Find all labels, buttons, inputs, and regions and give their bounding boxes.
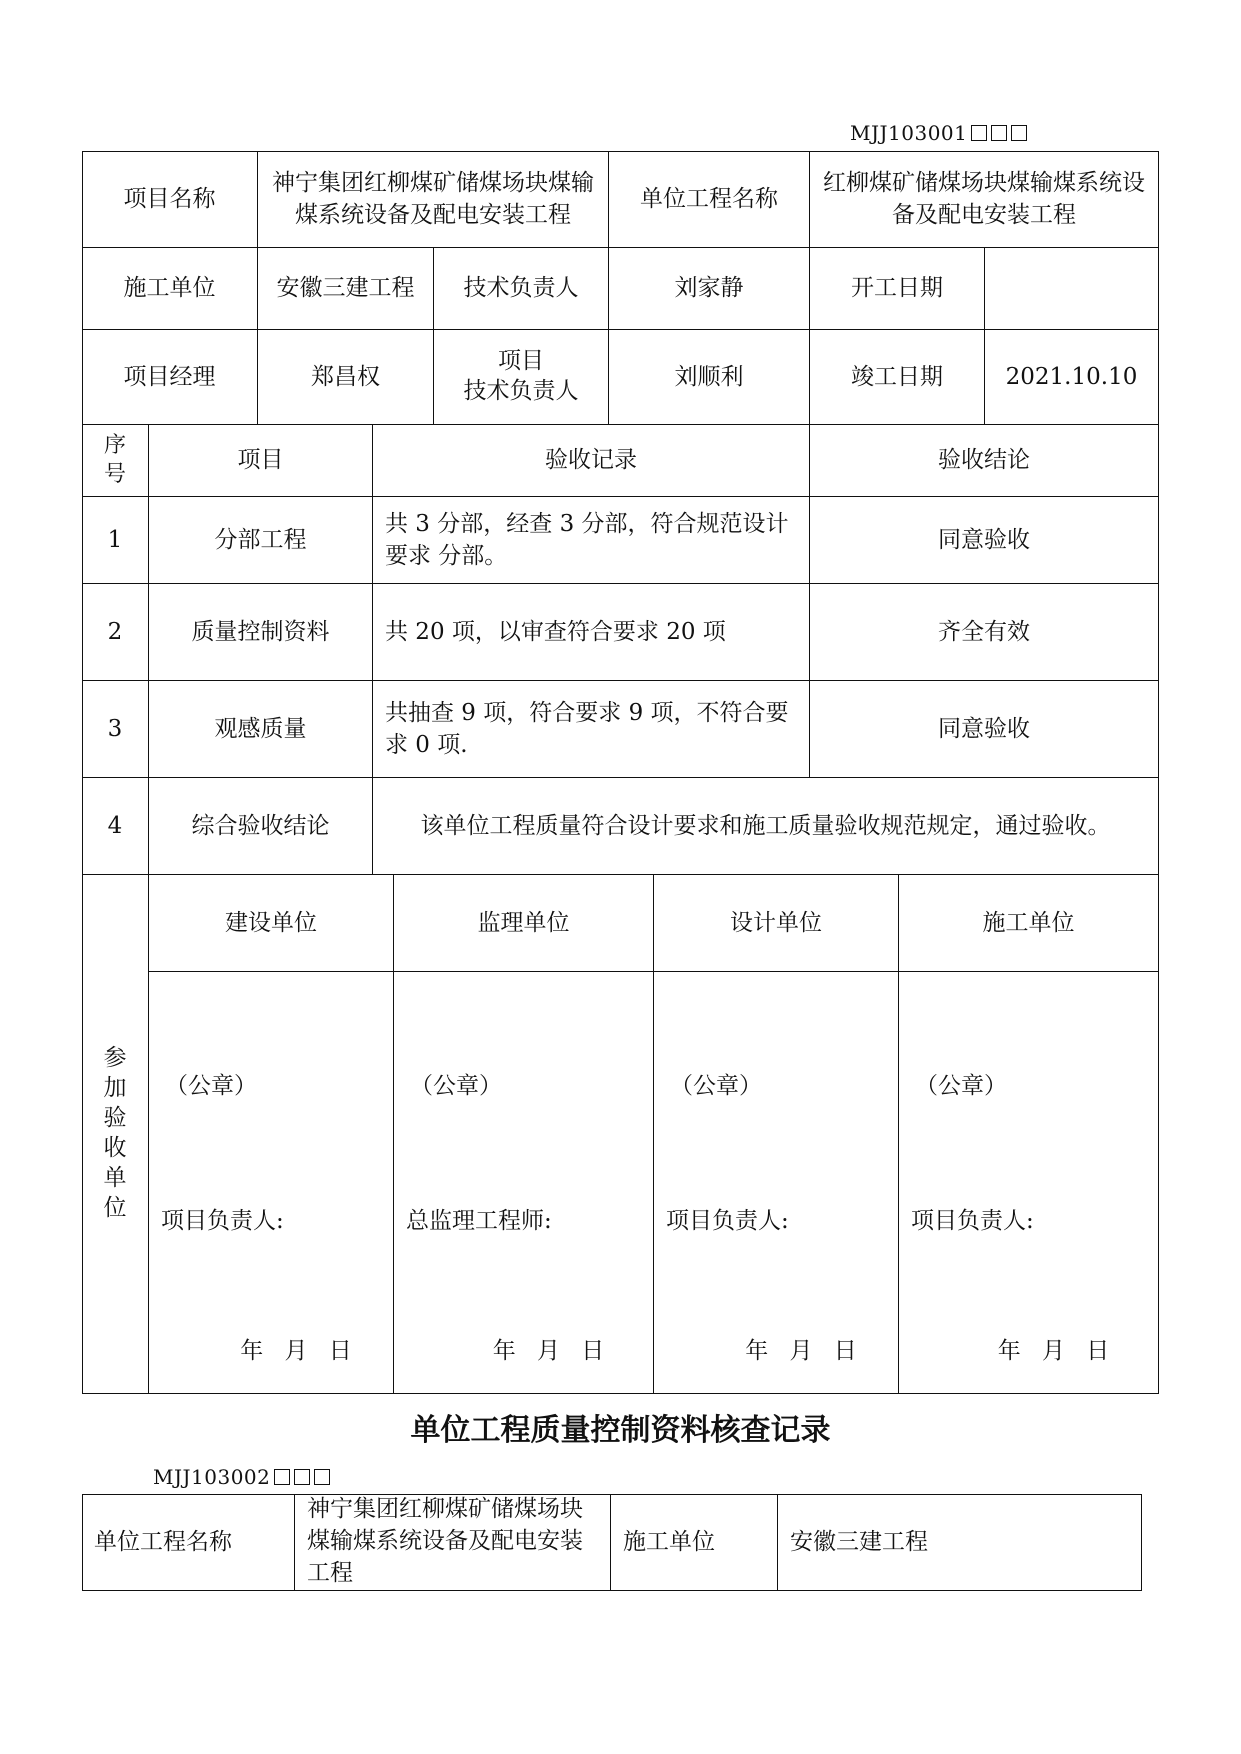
signer-label: 项目负责人: [911,1208,1034,1234]
row-3-record: 共抽查 9 项，符合要求 9 项，不符合要求 0 项. [373,681,810,778]
seal-placeholder: （公章） [915,1073,1007,1099]
signer-label: 总监理工程师: [406,1208,552,1234]
participant-header-construction-owner: 建设单位 [149,875,394,972]
col-header-no: 序 号 [82,425,149,497]
checkbox-placeholder [1011,125,1027,141]
row-4-no: 4 [82,778,149,875]
proj-tech-lead-label: 项目 技术负责人 [434,330,609,425]
row-1-item: 分部工程 [149,497,373,584]
seal-placeholder: （公章） [410,1073,502,1099]
unit-project-value: 红柳煤矿储煤场块煤输煤系统设备及配电安装工程 [810,151,1159,248]
signature-block-contractor [899,972,1159,1394]
row-3-no: 3 [82,681,149,778]
signature-block-designer [654,972,899,1394]
start-date-value [985,248,1159,330]
row-1-conclusion: 同意验收 [810,497,1159,584]
form1-code: MJJ103001 [850,121,1027,145]
col-header-conclusion: 验收结论 [810,425,1159,497]
participant-header-supervisor: 监理单位 [394,875,654,972]
start-date-label: 开工日期 [810,248,985,330]
seal-placeholder: （公章） [670,1073,762,1099]
proj-tech-lead-value: 刘顺利 [609,330,810,425]
row-1-record: 共 3 分部，经查 3 分部，符合规范设计要求 分部。 [373,497,810,584]
form2-unit-project-value: 神宁集团红柳煤矿储煤场块煤输煤系统设备及配电安装工程 [295,1494,611,1591]
checkbox-placeholder [971,125,987,141]
row-3-item: 观感质量 [149,681,373,778]
checkbox-placeholder [294,1469,310,1485]
form2-contractor-value: 安徽三建工程 [778,1494,1142,1591]
signer-label: 项目负责人: [161,1208,284,1234]
contractor-label: 施工单位 [82,248,258,330]
signer-label: 项目负责人: [666,1208,789,1234]
unit-project-label: 单位工程名称 [609,151,810,248]
form2-contractor-label: 施工单位 [611,1494,778,1591]
row-1-no: 1 [82,497,149,584]
row-2-item: 质量控制资料 [149,584,373,681]
checkbox-placeholder [314,1469,330,1485]
row-2-conclusion: 齐全有效 [810,584,1159,681]
tech-lead-label: 技术负责人 [434,248,609,330]
row-4-label: 综合验收结论 [149,778,373,875]
signature-block-construction-owner [149,972,394,1394]
project-name-label: 项目名称 [82,151,258,248]
row-2-record: 共 20 项，以审查符合要求 20 项 [373,584,810,681]
col-header-record: 验收记录 [373,425,810,497]
row-2-no: 2 [82,584,149,681]
participant-header-designer: 设计单位 [654,875,899,972]
end-date-value: 2021.10.10 [985,330,1159,425]
date-label: 年 月 日 [997,1338,1110,1364]
pm-value: 郑昌权 [258,330,434,425]
checkbox-placeholder [274,1469,290,1485]
form2-code: MJJ103002 [153,1465,330,1489]
date-label: 年 月 日 [745,1338,857,1364]
seal-placeholder: （公章） [165,1073,257,1099]
form2-title: 单位工程质量控制资料核查记录 [410,1413,831,1448]
form2-unit-project-label: 单位工程名称 [82,1494,295,1591]
date-label: 年 月 日 [492,1338,605,1364]
signature-block-supervisor [394,972,654,1394]
contractor-value: 安徽三建工程 [258,248,434,330]
row-3-conclusion: 同意验收 [810,681,1159,778]
tech-lead-value: 刘家静 [609,248,810,330]
end-date-label: 竣工日期 [810,330,985,425]
project-name-value: 神宁集团红柳煤矿储煤场块煤输煤系统设备及配电安装工程 [258,151,609,248]
checkbox-placeholder [991,125,1007,141]
col-header-item: 项目 [149,425,373,497]
participant-header-contractor: 施工单位 [899,875,1159,972]
date-label: 年 月 日 [240,1338,352,1364]
pm-label: 项目经理 [82,330,258,425]
participants-label: 参 加 验 收 单 位 [82,875,149,1394]
overall-conclusion-text: 该单位工程质量符合设计要求和施工质量验收规范规定，通过验收。 [373,778,1159,875]
